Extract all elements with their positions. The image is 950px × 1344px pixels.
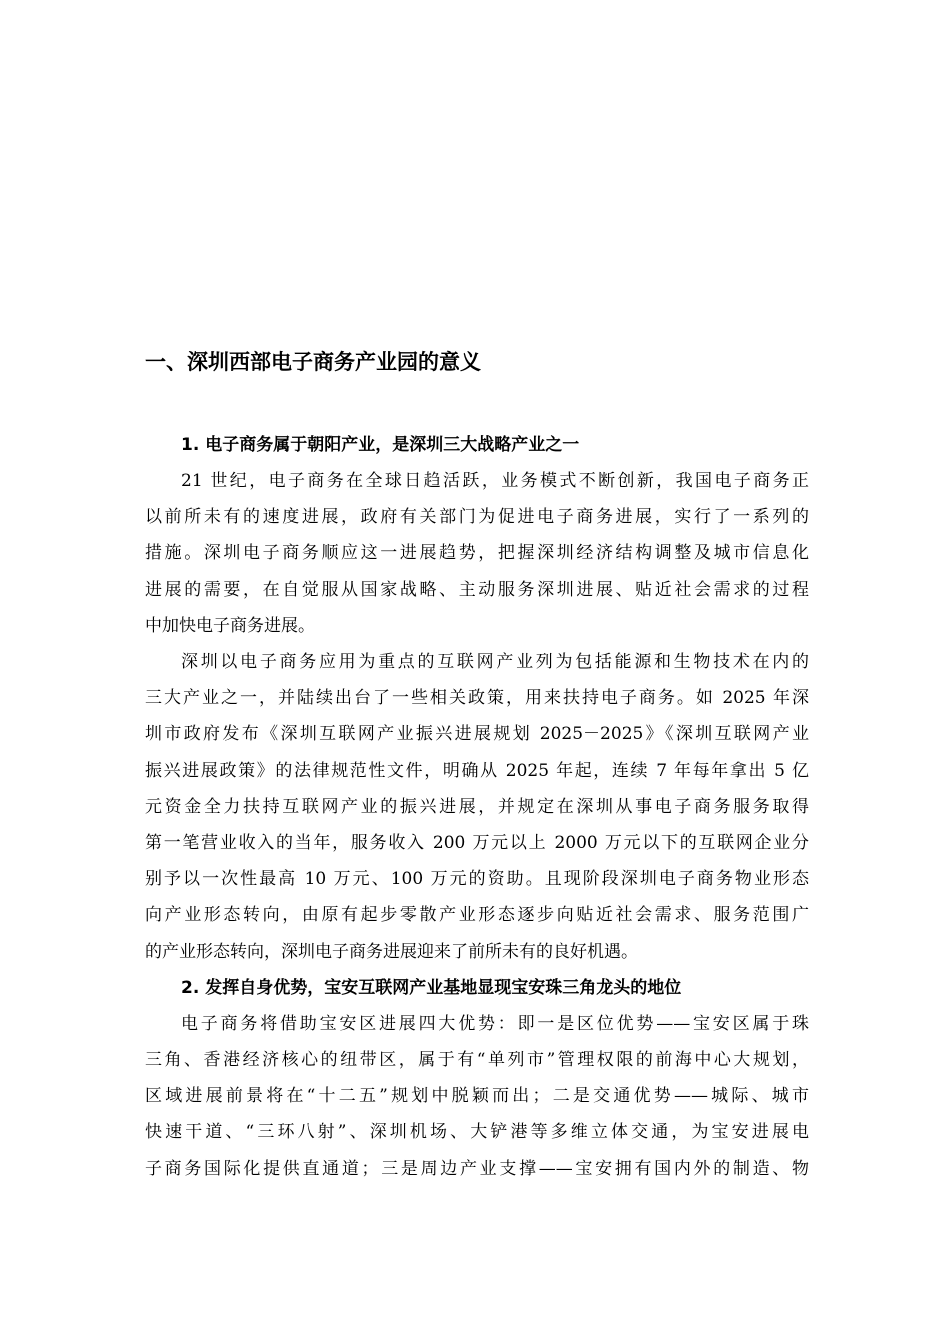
text-line: 深圳以电子商务应用为重点的互联网产业列为包括能源和生物技术在内的: [181, 652, 809, 673]
text-line: 圳市政府发布《深圳互联网产业振兴进展规划 2025－2025》《深圳互联网产业: [145, 724, 809, 745]
text-line: 进展的需要，在自觉服从国家战略、主动服务深圳进展、贴近社会需求的过程: [145, 579, 809, 600]
text-line: 区域进展前景将在“十二五”规划中脱颖而出；二是交通优势——城际、城市: [145, 1086, 809, 1107]
text-line: 21 世纪，电子商务在全球日趋活跃，业务模式不断创新，我国电子商务正: [181, 471, 809, 491]
document-body: [145, 427, 809, 1187]
text-line: 元资金全力扶持互联网产业的振兴进展，并规定在深圳从事电子商务服务取得: [145, 796, 809, 817]
subsection-title: 2. 发挥自身优势，宝安互联网产业基地显现宝安珠三角龙头的地位: [181, 977, 682, 998]
text-line: 电子商务将借助宝安区进展四大优势：即一是区位优势——宝安区属于珠: [181, 1013, 809, 1034]
text-line: 的产业形态转向，深圳电子商务进展迎来了前所未有的良好机遇。: [145, 941, 638, 962]
text-line: 向产业形态转向，由原有起步零散产业形态逐步向贴近社会需求、服务范围广: [145, 905, 809, 926]
text-line: 措施。深圳电子商务顺应这一进展趋势，把握深圳经济结构调整及城市信息化: [145, 543, 809, 564]
subsection-title: 1. 电子商务属于朝阳产业，是深圳三大战略产业之一: [181, 435, 580, 455]
text-line: 子商务国际化提供直通道；三是周边产业支撑——宝安拥有国内外的制造、物: [145, 1158, 809, 1179]
paragraph: [145, 644, 809, 970]
text-line: 三大产业之一，并陆续出台了一些相关政策，用来扶持电子商务。如 2025 年深: [145, 688, 809, 709]
paragraph: [145, 463, 809, 644]
text-line: 三角、香港经济核心的纽带区，属于有“单列市”管理权限的前海中心大规划，: [145, 1050, 809, 1071]
text-line: 第一笔营业收入的当年，服务收入 200 万元以上 2000 万元以下的互联网企业分: [145, 833, 809, 854]
text-line: 振兴进展政策》的法律规范性文件，明确从 2025 年起，连续 7 年每年拿出 5 亿: [145, 760, 809, 781]
section-heading: 一、深圳西部电子商务产业园的意义: [145, 350, 481, 374]
text-line: 中加快电子商务进展。: [145, 615, 315, 636]
paragraph: [145, 1006, 809, 1187]
text-line: 以前所未有的速度进展，政府有关部门为促进电子商务进展，实行了一系列的: [145, 507, 809, 528]
text-line: 快速干道、“三环八射”、深圳机场、大铲港等多维立体交通，为宝安进展电: [145, 1122, 809, 1143]
text-line: 别予以一次性最高 10 万元、100 万元的资助。且现阶段深圳电子商务物业形态: [145, 869, 809, 890]
